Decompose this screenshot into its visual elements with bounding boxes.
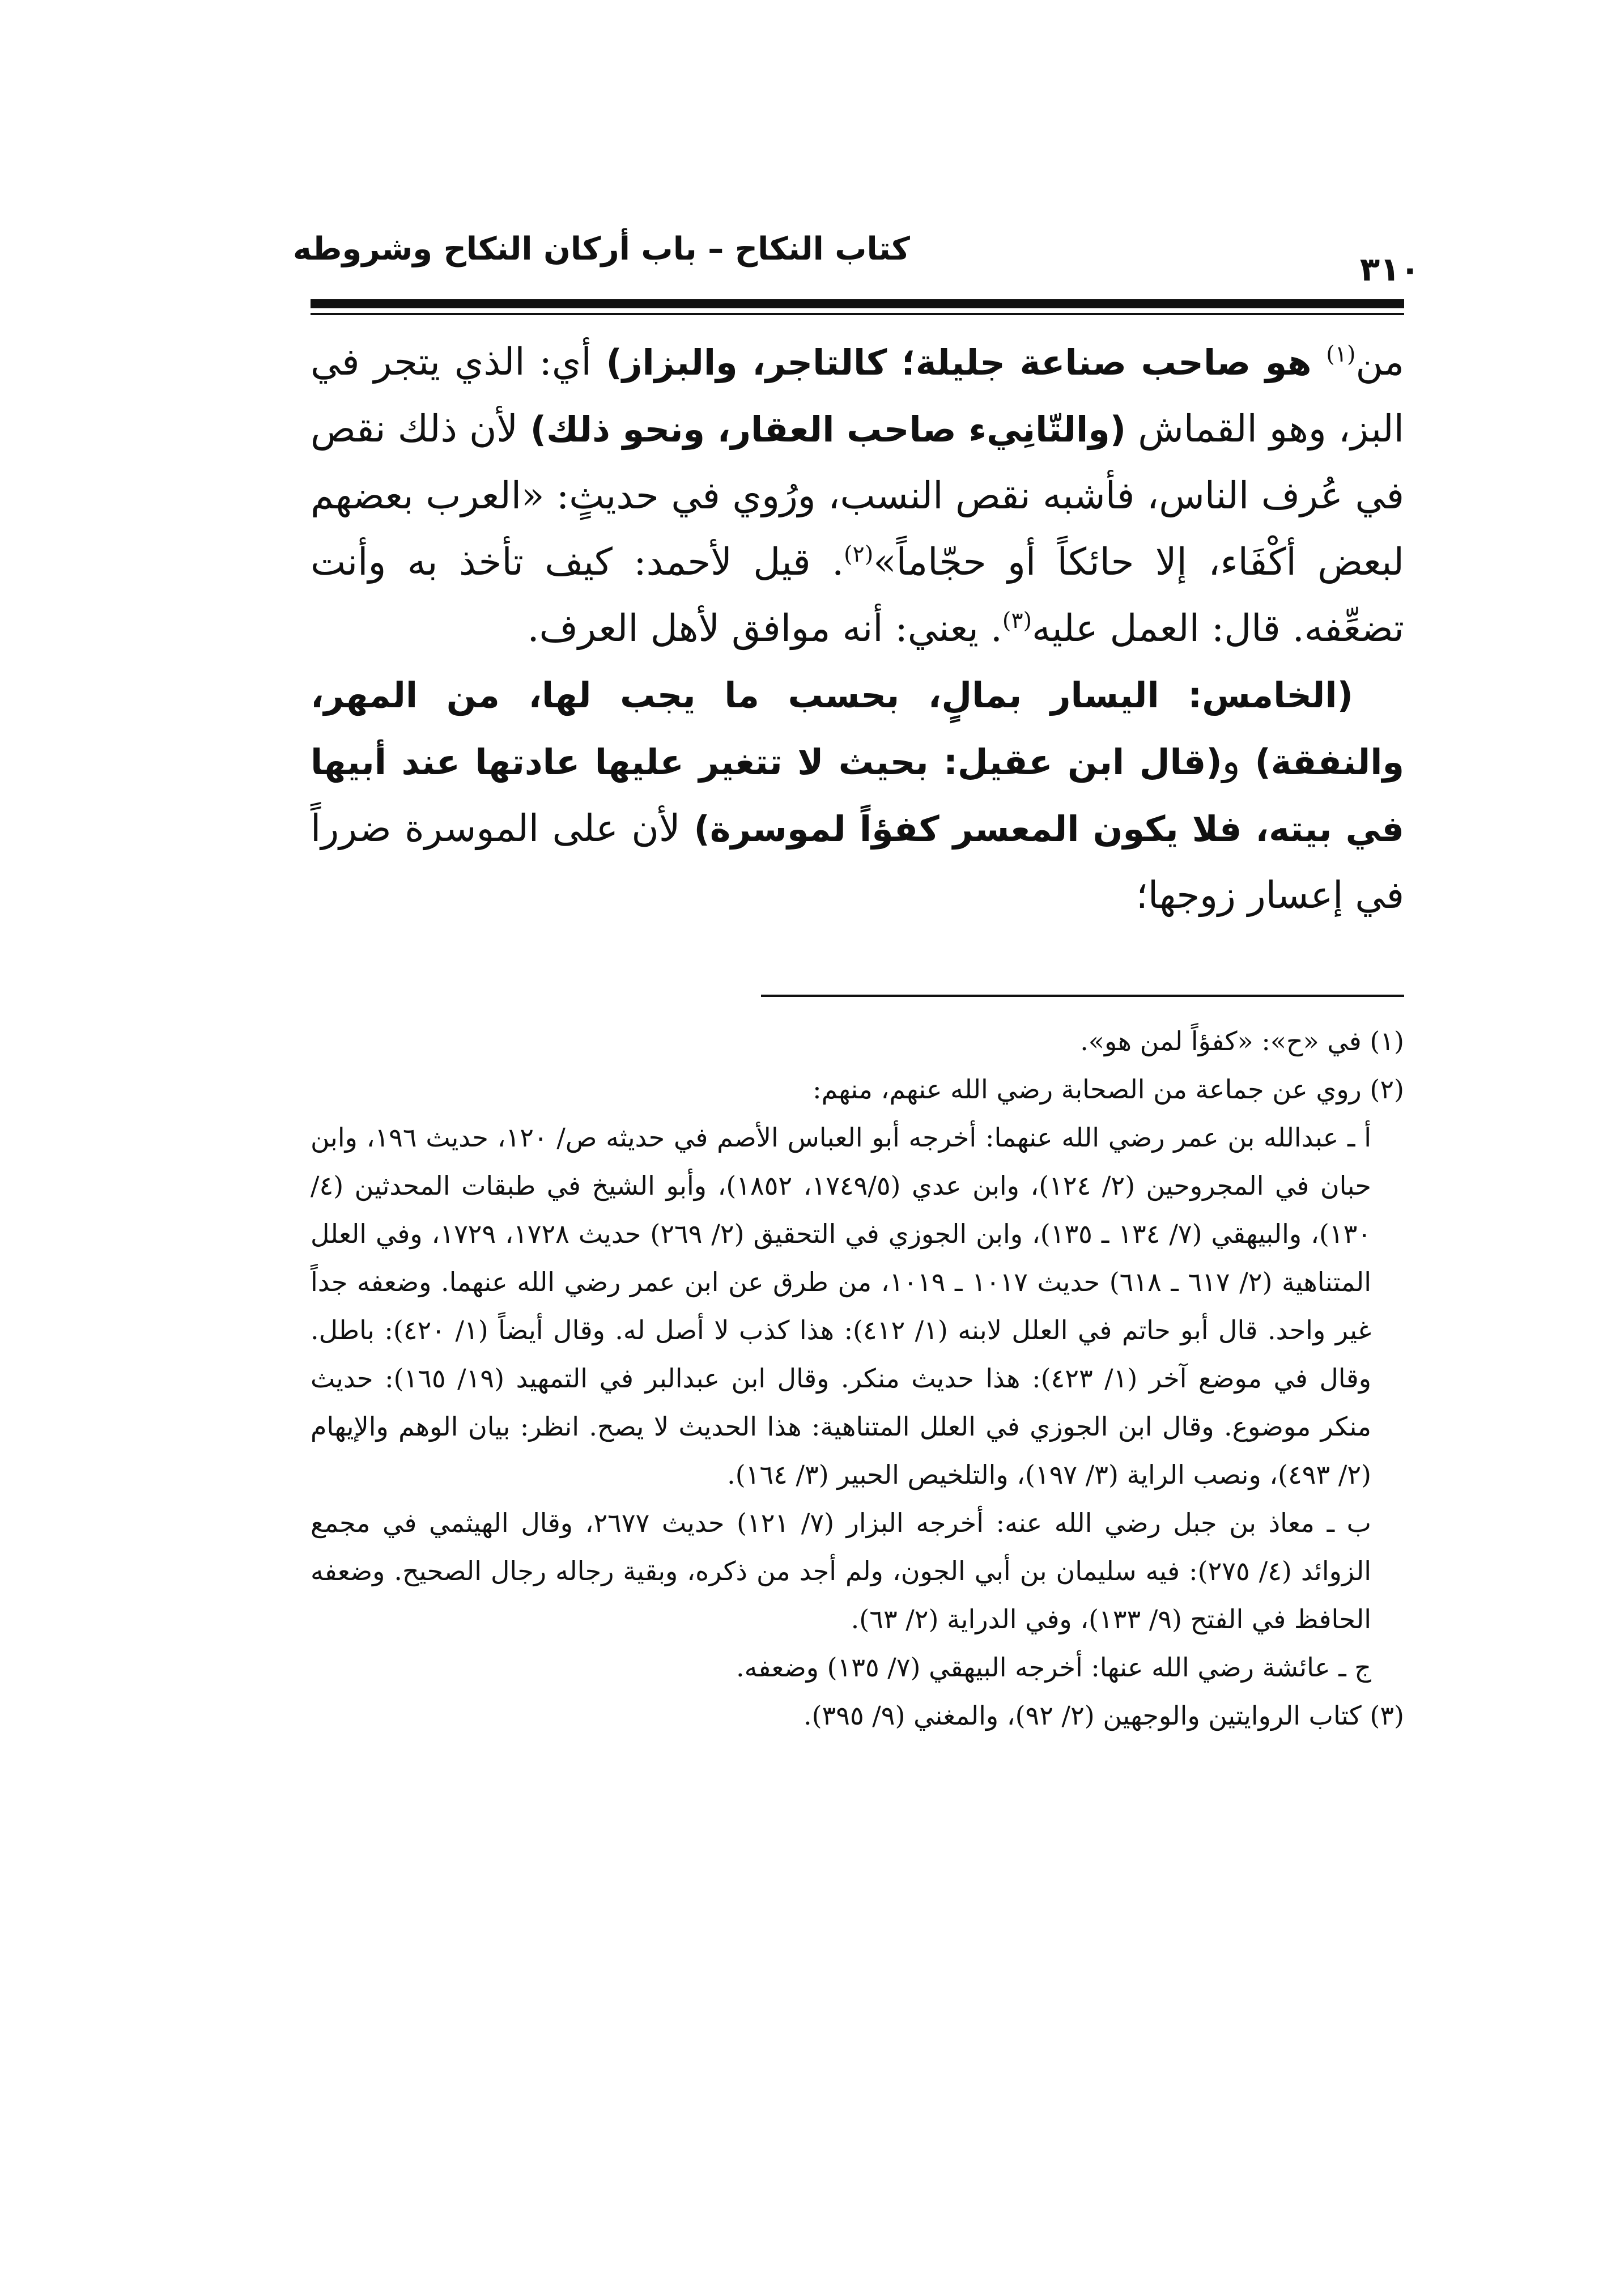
footnotes	[311, 1017, 1404, 1740]
main-text	[311, 329, 1404, 928]
footnote-2-a: أ ـ عبدالله بن عمر رضي الله عنهما: أخرجه أبو العباس الأصم في حديثه ص/ ١٢٠، حديث ١٩٦، وابن حبان في المجروحين (٢/ ١٢٤)، وابن عدي (١٧٤٩/٥، ١٨٥٢)، وأبو الشيخ في طبقات المحدثين (٤/ ١٣٠)، والبيهقي (٧/ ١٣٤ ـ ١٣٥)، وابن الجوزي في التحقيق (٢/ ٢٦٩) حديث ١٧٢٨، ١٧٢٩، وفي العلل المتناهية (٢/ ٦١٧ ـ ٦١٨) حديث ١٠١٧ ـ ١٠١٩، من طرق عن ابن عمر رضي الله عنهما. وضعفه جداً غير واحد. قال أبو حاتم في العلل لابنه (١/ ٤١٢): هذا كذب لا أصل له. وقال أيضاً (١/ ٤٢٠): باطل. وقال في موضع آخر (١/ ٤٢٣): هذا حديث منكر. وقال ابن عبدالبر في التمهيد (١٩/ ١٦٥): حديث منكر موضوع. وقال ابن الجوزي في العلل المتناهية: هذا الحديث لا يصح. انظر: بيان الوهم والإيهام (٢/ ٤٩٣)، ونصب الراية (٣/ ١٩٧)، والتلخيص الحبير (٣/ ١٦٤).	[311, 1122, 1372, 1490]
page-number: ٣١٠	[1359, 250, 1420, 288]
footnote-ref: (٣)	[1002, 608, 1032, 634]
matn-text: هو صاحب صناعة جليلة؛ كالتاجر، والبزاز)	[591, 342, 1327, 383]
footnote-3: (٣) كتاب الروايتين والوجهين (٢/ ٩٢)، والمغني (٩/ ٣٩٥).	[803, 1700, 1404, 1731]
footnote-1: (١) في «ح»: «كفؤاً لمن هو».	[1080, 1026, 1404, 1056]
header-rule	[311, 299, 1404, 308]
matn-text: (والتّانِيء صاحب العقار، ونحو ذلك)	[518, 409, 1126, 450]
text-run: . يعني: أنه موافق لأهل العرف.	[527, 606, 1002, 650]
footnote-2-c: ج ـ عائشة رضي الله عنها: أخرجه البيهقي (٧/ ١٣٥) وضعفه.	[736, 1652, 1371, 1683]
matn-text: (قال ابن عقيل: بحيث لا تتغير عليها عادتها عند أبيها في بيته، فلا يكون المعسر كفؤاً لموسرة)	[311, 741, 1405, 850]
header-rule-thin	[311, 313, 1404, 315]
text-run: لأن ذلك نقص في عُرف الناس، فأشبه نقص النسب، ورُوي في حديثٍ: «العرب بعضهم لبعض أكْفَاء، إلا حائكاً أو حجّاماً»	[311, 407, 1405, 584]
matn-text: (الخامس: اليسار بمالٍ، بحسب ما يجب لها، من المهر، والنفقة)	[311, 674, 1405, 783]
text-run: من	[1355, 340, 1404, 384]
footnote-ref: (٢)	[844, 541, 874, 567]
main-paragraph	[311, 661, 1404, 928]
text-run: و	[1222, 740, 1255, 783]
running-title: كتاب النكاح – باب أركان النكاح وشروطه	[292, 231, 910, 267]
main-paragraph	[311, 329, 1404, 661]
text-run: . قيل لأحمد: كيف تأخذ به وأنت تضعِّفه. قال: العمل عليه	[311, 540, 1404, 650]
text-run: أي: الذي يتجر في البز، وهو القماش	[311, 340, 1404, 451]
text-run: لأن على الموسرة ضرراً في إعسار زوجها؛	[311, 806, 1404, 917]
footnote-ref: (١)	[1326, 341, 1356, 367]
footnote-separator	[761, 995, 1404, 997]
footnote-2-b: ب ـ معاذ بن جبل رضي الله عنه: أخرجه البزار (٧/ ١٢١) حديث ٢٦٧٧، وقال الهيثمي في مجمع الزوائد (٤/ ٢٧٥): فيه سليمان بن أبي الجون، ولم أجد من ذكره، وبقية رجاله رجال الصحيح. وضعفه الحافظ في الفتح (٩/ ١٣٣)، وفي الدراية (٢/ ٦٣).	[311, 1508, 1371, 1634]
footnote-2: (٢) روي عن جماعة من الصحابة رضي الله عنهم، منهم:	[813, 1074, 1404, 1105]
